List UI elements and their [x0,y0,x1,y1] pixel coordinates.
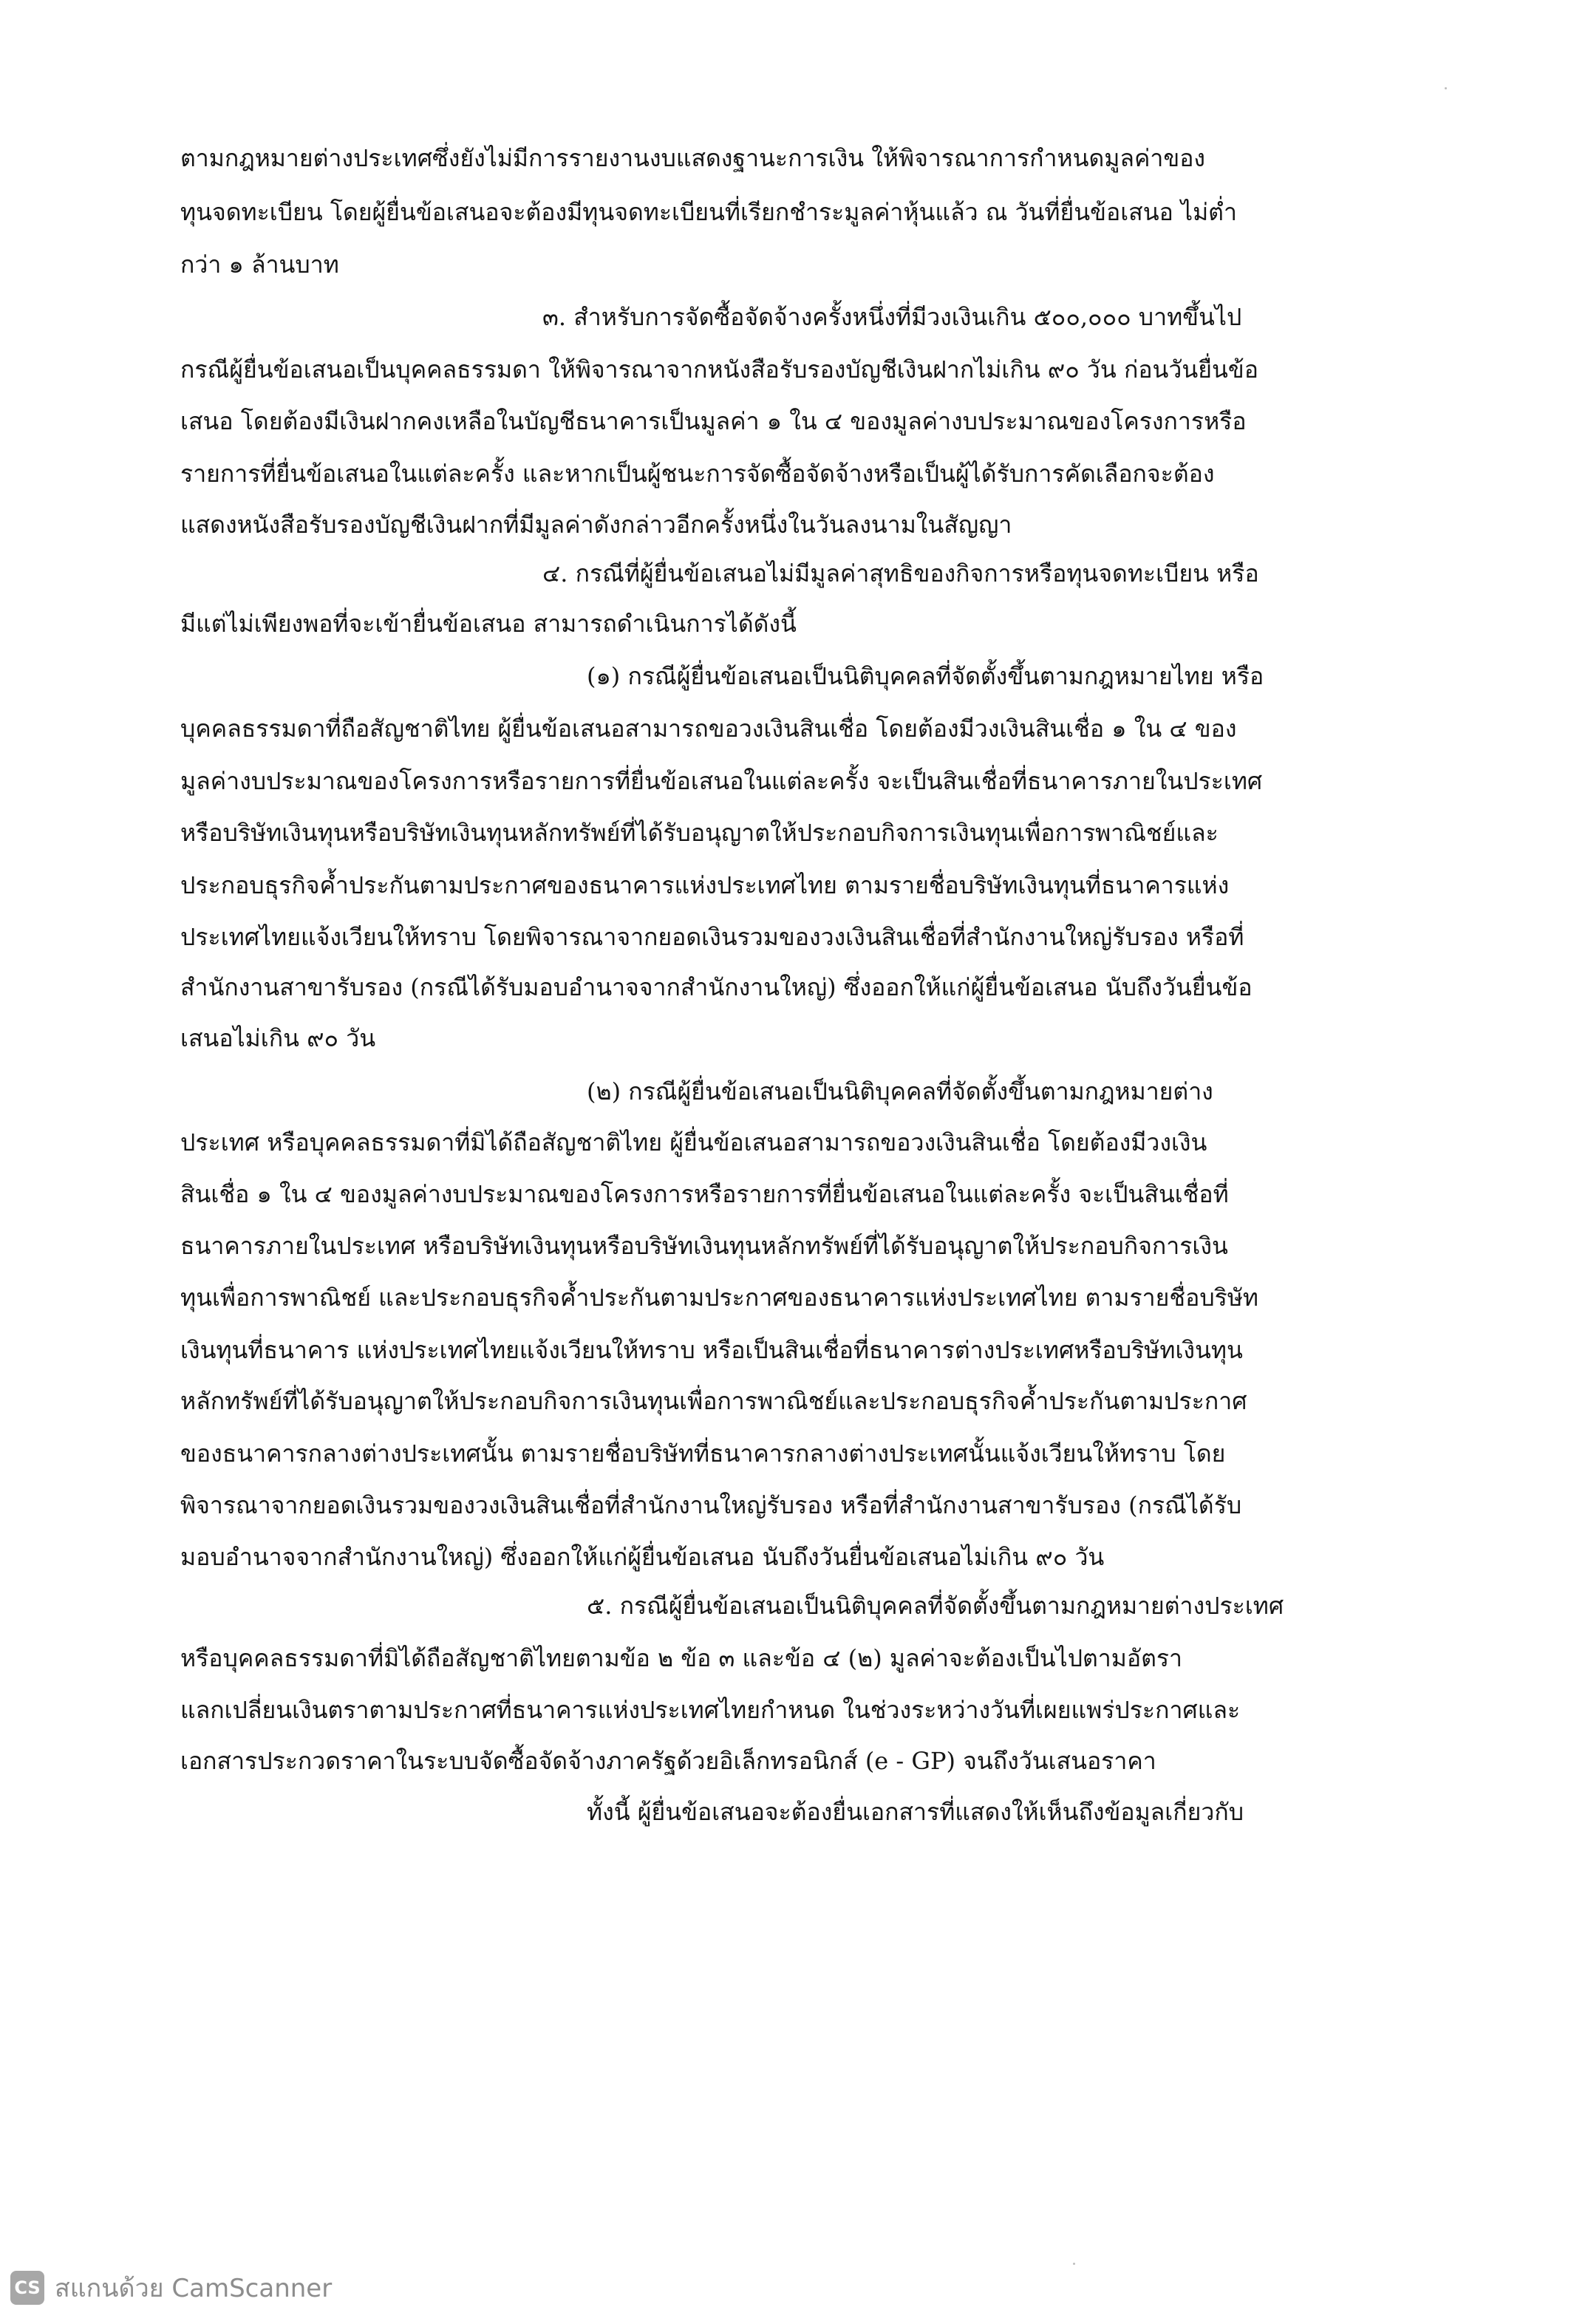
text-line-12: บุคคลธรรมดาที่ถือสัญชาติไทย ผู้ยื่นข้อเสนอสามารถขอวงเงินสินเชื่อ โดยต้องมีวงเงินสินเชื่อ ๑ ใน ๔ ของ [180,715,1237,743]
text-line-2: ทุนจดทะเบียน โดยผู้ยื่นข้อเสนอจะต้องมีทุนจดทะเบียนที่เรียกชำระมูลค่าหุ้นแล้ว ณ วันที่ยื่นข้อเสนอ ไม่ต่ำ [180,198,1237,226]
text-line-25: หลักทรัพย์ที่ได้รับอนุญาตให้ประกอบกิจการเงินทุนเพื่อการพาณิชย์และประกอบธุรกิจค้ำประกันตามประกาศ [180,1387,1247,1415]
text-line-5: กรณีผู้ยื่นข้อเสนอเป็นบุคคลธรรมดา ให้พิจารณาจากหนังสือรับรองบัญชีเงินฝากไม่เกิน ๙๐ วัน ก่อนวันยื่นข้อ [180,355,1258,384]
text-line-32: เอกสารประกวดราคาในระบบจัดซื้อจัดจ้างภาครัฐด้วยอิเล็กทรอนิกส์ (e - GP) จนถึงวันเสนอราคา [180,1747,1156,1775]
text-line-8: แสดงหนังสือรับรองบัญชีเงินฝากที่มีมูลค่าดังกล่าวอีกครั้งหนึ่งในวันลงนามในสัญญา [180,511,1012,539]
text-line-11: (๑) กรณีผู้ยื่นข้อเสนอเป็นนิติบุคคลที่จัดตั้งขึ้นตามกฎหมายไทย หรือ [587,662,1264,690]
text-line-13: มูลค่างบประมาณของโครงการหรือรายการที่ยื่นข้อเสนอในแต่ละครั้ง จะเป็นสินเชื่อที่ธนาคารภายในประเทศ [180,767,1263,795]
scan-speck [1445,87,1447,89]
text-line-22: ธนาคารภายในประเทศ หรือบริษัทเงินทุนหรือบริษัทเงินทุนหลักทรัพย์ที่ได้รับอนุญาตให้ประกอบกิจการเงิน [180,1232,1228,1260]
text-line-20: ประเทศ หรือบุคคลธรรมดาที่มิได้ถือสัญชาติไทย ผู้ยื่นข้อเสนอสามารถขอวงเงินสินเชื่อ โดยต้องมีวงเงิน [180,1128,1207,1156]
camscanner-logo-icon: CS [10,2271,44,2305]
text-line-30: หรือบุคคลธรรมดาที่มิได้ถือสัญชาติไทยตามข้อ ๒ ข้อ ๓ และข้อ ๔ (๒) มูลค่าจะต้องเป็นไปตามอัตรา [180,1644,1183,1672]
text-line-27: พิจารณาจากยอดเงินรวมของวงเงินสินเชื่อที่สำนักงานใหญ่รับรอง หรือที่สำนักงานสาขารับรอง (กรณีได้รับ [180,1491,1242,1519]
text-line-17: สำนักงานสาขารับรอง (กรณีได้รับมอบอำนาจจากสำนักงานใหญ่) ซึ่งออกให้แก่ผู้ยื่นข้อเสนอ นับถึงวันยื่นข้อ [180,973,1253,1001]
scan-speck [1073,2263,1075,2265]
text-line-26: ของธนาคารกลางต่างประเทศนั้น ตามรายชื่อบริษัทที่ธนาคารกลางต่างประเทศนั้นแจ้งเวียนให้ทราบ โดย [180,1439,1226,1468]
text-line-10: มีแต่ไม่เพียงพอที่จะเข้ายื่นข้อเสนอ สามารถดำเนินการได้ดังนี้ [180,610,797,638]
text-line-19: (๒) กรณีผู้ยื่นข้อเสนอเป็นนิติบุคคลที่จัดตั้งขึ้นตามกฎหมายต่าง [587,1077,1213,1105]
text-line-21: สินเชื่อ ๑ ใน ๔ ของมูลค่างบประมาณของโครงการหรือรายการที่ยื่นข้อเสนอในแต่ละครั้ง จะเป็นสินเชื่อที่ [180,1180,1229,1208]
text-line-14: หรือบริษัทเงินทุนหรือบริษัทเงินทุนหลักทรัพย์ที่ได้รับอนุญาตให้ประกอบกิจการเงินทุนเพื่อการพาณิชย์และ [180,819,1219,847]
camscanner-watermark-text: สแกนด้วย CamScanner [55,2274,333,2303]
text-line-15: ประกอบธุรกิจค้ำประกันตามประกาศของธนาคารแห่งประเทศไทย ตามรายชื่อบริษัทเงินทุนที่ธนาคารแห่ง [180,871,1230,899]
text-line-24: เงินทุนที่ธนาคาร แห่งประเทศไทยแจ้งเวียนให้ทราบ หรือเป็นสินเชื่อที่ธนาคารต่างประเทศหรือบริษัทเงินทุน [180,1336,1243,1364]
text-line-18: เสนอไม่เกิน ๙๐ วัน [180,1024,376,1052]
text-line-1: ตามกฎหมายต่างประเทศซึ่งยังไม่มีการรายงานงบแสดงฐานะการเงิน ให้พิจารณาการกำหนดมูลค่าของ [180,144,1206,172]
text-line-9: ๔. กรณีที่ผู้ยื่นข้อเสนอไม่มีมูลค่าสุทธิของกิจการหรือทุนจดทะเบียน หรือ [542,559,1259,587]
text-line-6: เสนอ โดยต้องมีเงินฝากคงเหลือในบัญชีธนาคารเป็นมูลค่า ๑ ใน ๔ ของมูลค่างบประมาณของโครงการหรือ [180,407,1247,435]
text-line-23: ทุนเพื่อการพาณิชย์ และประกอบธุรกิจค้ำประกันตามประกาศของธนาคารแห่งประเทศไทย ตามรายชื่อบริษัท [180,1284,1259,1312]
text-line-4: ๓. สำหรับการจัดซื้อจัดจ้างครั้งหนึ่งที่มีวงเงินเกิน ๕๐๐,๐๐๐ บาทขึ้นไป [542,303,1242,331]
text-line-3: กว่า ๑ ล้านบาท [180,251,339,279]
text-line-31: แลกเปลี่ยนเงินตราตามประกาศที่ธนาคารแห่งประเทศไทยกำหนด ในช่วงระหว่างวันที่เผยแพร่ประกาศและ [180,1696,1241,1724]
text-line-7: รายการที่ยื่นข้อเสนอในแต่ละครั้ง และหากเป็นผู้ชนะการจัดซื้อจัดจ้างหรือเป็นผู้ได้รับการคัดเลือกจะต้อง [180,460,1215,488]
text-line-33: ทั้งนี้ ผู้ยื่นข้อเสนอจะต้องยื่นเอกสารที่แสดงให้เห็นถึงข้อมูลเกี่ยวกับ [587,1798,1244,1826]
text-line-29: ๕. กรณีผู้ยื่นข้อเสนอเป็นนิติบุคคลที่จัดตั้งขึ้นตามกฎหมายต่างประเทศ [587,1592,1284,1620]
text-line-28: มอบอำนาจจากสำนักงานใหญ่) ซึ่งออกให้แก่ผู้ยื่นข้อเสนอ นับถึงวันยื่นข้อเสนอไม่เกิน ๙๐ วัน [180,1543,1105,1571]
camscanner-watermark [10,2270,332,2306]
text-line-16: ประเทศไทยแจ้งเวียนให้ทราบ โดยพิจารณาจากยอดเงินรวมของวงเงินสินเชื่อที่สำนักงานใหญ่รับรอง หรือที่ [180,923,1244,951]
